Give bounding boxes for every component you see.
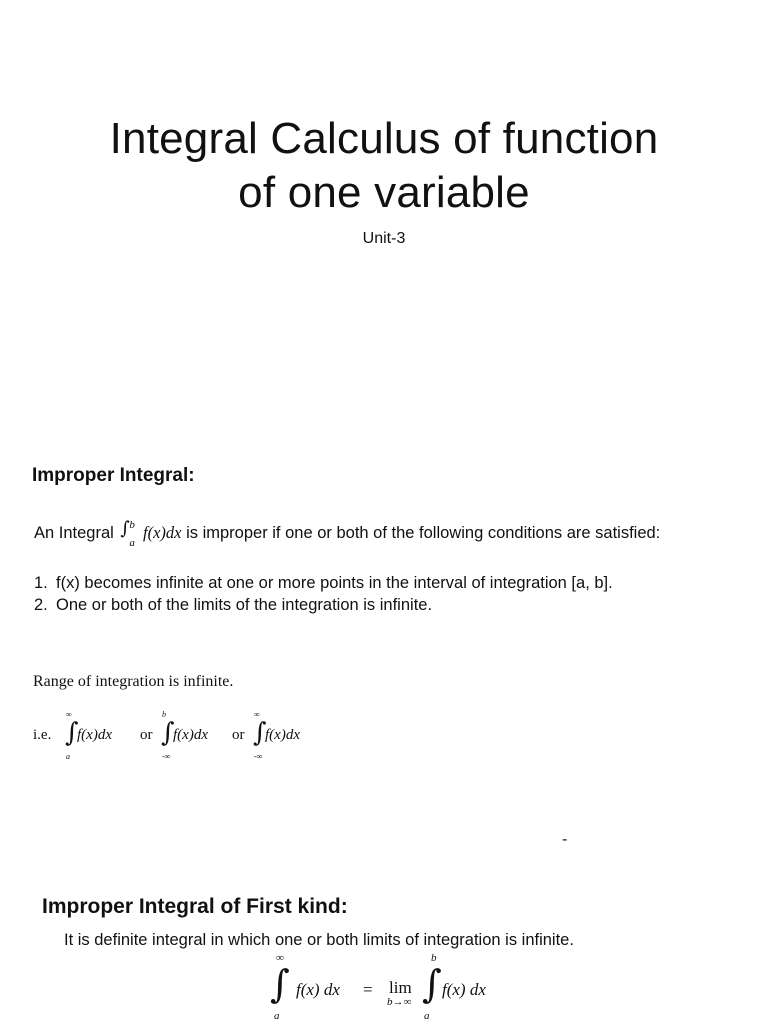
or-word: or: [232, 727, 245, 743]
equals-sign: =: [363, 980, 373, 999]
limit-word: lim: [389, 978, 412, 997]
lhs-integrand: f(x) dx: [296, 980, 340, 999]
integral-upper-limit: ∞: [254, 710, 260, 719]
integral-sign-icon: ∫: [161, 718, 175, 748]
rhs-integrand: f(x) dx: [442, 980, 486, 999]
integral-lower-limit: a: [66, 752, 70, 761]
rhs-lower-limit: a: [424, 1010, 430, 1022]
list-item: [34, 594, 613, 616]
lhs-upper-limit: ∞: [276, 952, 284, 964]
rhs-upper-limit: b: [431, 952, 437, 964]
list-item-number: 2.: [34, 596, 48, 614]
ie-integrals-row: [33, 712, 353, 762]
integrand: f(x)dx: [265, 727, 300, 743]
integral-sign-icon: ∫: [253, 718, 267, 748]
first-kind-description: It is definite integral in which one or both limits of integration is infinite.: [64, 931, 574, 949]
title-line-1: Integral Calculus of function: [109, 114, 659, 163]
integrand: f(x)dx: [143, 523, 182, 542]
lhs-lower-limit: a: [274, 1010, 280, 1022]
list-item-text: One or both of the limits of the integration is infinite.: [56, 596, 433, 614]
list-item: [34, 572, 613, 594]
limit-subscript: b→∞: [387, 996, 412, 1008]
conditions-list: [34, 572, 613, 616]
title-line-2: of one variable: [238, 168, 530, 217]
integral-lower-limit: -∞: [162, 752, 171, 761]
integrand: f(x)dx: [173, 727, 208, 743]
integrand: f(x)dx: [77, 727, 112, 743]
list-item-text: f(x) becomes infinite at one or more points in the interval of integration [a, b].: [56, 574, 613, 592]
first-kind-formula: [260, 952, 560, 1024]
integral-upper-limit: b: [129, 519, 135, 531]
integral-sign-icon: ∫: [120, 518, 130, 539]
inline-integral: [120, 518, 138, 549]
integral-upper-limit: b: [162, 710, 166, 719]
range-text: Range of integration is infinite.: [33, 673, 234, 690]
stray-mark: -: [562, 831, 568, 848]
definition-line: [34, 518, 661, 549]
integral-lower-limit: a: [129, 537, 135, 549]
integral-lower-limit: -∞: [254, 752, 263, 761]
integral-neg-infinity-to-infinity: [253, 712, 333, 762]
definition-prefix: An Integral: [34, 524, 114, 542]
integral-sign-icon: ∫: [270, 962, 290, 1006]
improper-integral-heading: Improper Integral:: [32, 465, 195, 486]
first-kind-heading: Improper Integral of First kind:: [42, 895, 348, 918]
ie-prefix: i.e.: [33, 727, 52, 743]
page-title: [0, 112, 768, 220]
integral-upper-limit: ∞: [66, 710, 72, 719]
integral-sign-icon: ∫: [422, 962, 442, 1006]
or-word: or: [140, 727, 153, 743]
subtitle: Unit-3: [362, 230, 406, 247]
definition-suffix: is improper if one or both of the following conditions are satisfied:: [186, 524, 661, 542]
integral-a-to-infinity: [65, 712, 145, 762]
list-item-number: 1.: [34, 574, 48, 592]
integral-neg-infinity-to-b: [161, 712, 241, 762]
integral-sign-icon: ∫: [65, 718, 79, 748]
